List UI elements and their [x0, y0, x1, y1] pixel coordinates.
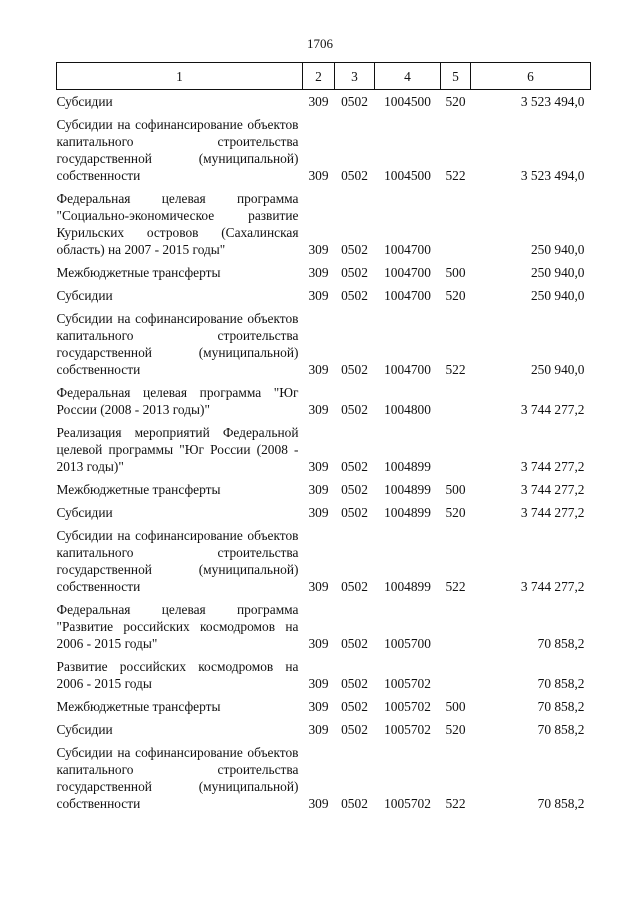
row-name: Реализация мероприятий Федеральной целевой программы "Юг России (2008 - 2013 годы)"	[56, 425, 299, 474]
row-ministry-code: 309	[308, 242, 329, 257]
row-expense-type	[441, 652, 471, 692]
page-number: 1706	[307, 36, 333, 51]
row-expense-type: 520	[445, 722, 466, 737]
row-target-article: 1004899	[384, 579, 431, 594]
row-expense-type: 522	[445, 579, 466, 594]
row-expense-type	[441, 378, 471, 418]
row-amount: 3 744 277,2	[520, 505, 585, 520]
table-row	[57, 475, 591, 498]
row-ministry-code: 309	[308, 699, 329, 714]
table-row	[57, 738, 591, 812]
row-name: Межбюджетные трансферты	[56, 699, 221, 714]
row-section-code: 0502	[341, 579, 368, 594]
table-body	[57, 90, 591, 813]
row-section-code: 0502	[341, 362, 368, 377]
row-section-code: 0502	[341, 242, 368, 257]
row-name: Субсидии на софинансирование объектов капитального строительства государственной (муниципальной) собственности	[56, 311, 299, 377]
table-row	[57, 595, 591, 652]
row-name: Межбюджетные трансферты	[56, 265, 221, 280]
row-amount: 70 858,2	[537, 796, 585, 811]
row-amount: 250 940,0	[530, 362, 585, 377]
table-row	[57, 652, 591, 692]
row-ministry-code: 309	[308, 505, 329, 520]
row-name: Субсидии	[56, 288, 113, 303]
row-section-code: 0502	[341, 699, 368, 714]
table-row	[57, 304, 591, 378]
row-ministry-code: 309	[308, 722, 329, 737]
row-amount: 3 744 277,2	[520, 402, 585, 417]
row-ministry-code: 309	[308, 288, 329, 303]
row-amount: 70 858,2	[537, 636, 585, 651]
row-section-code: 0502	[341, 722, 368, 737]
row-amount: 70 858,2	[537, 676, 585, 691]
row-section-code: 0502	[341, 265, 368, 280]
header-col-2: 2	[303, 63, 335, 90]
row-target-article: 1004899	[384, 482, 431, 497]
row-section-code: 0502	[341, 168, 368, 183]
row-target-article: 1004800	[384, 402, 431, 417]
header-col-6: 6	[471, 63, 591, 90]
table-header	[57, 63, 591, 90]
row-name: Субсидии	[56, 722, 113, 737]
header-col-3: 3	[335, 63, 375, 90]
row-target-article: 1004700	[384, 288, 431, 303]
row-expense-type	[441, 418, 471, 475]
row-ministry-code: 309	[308, 676, 329, 691]
table-row	[57, 521, 591, 595]
row-section-code: 0502	[341, 676, 368, 691]
row-ministry-code: 309	[308, 459, 329, 474]
row-name: Федеральная целевая программа "Социально-экономическое развитие Курильских островов (Сахалинская область) на 2007 - 2015 годы"	[56, 191, 299, 257]
row-ministry-code: 309	[308, 362, 329, 377]
row-ministry-code: 309	[308, 579, 329, 594]
table-row	[57, 715, 591, 738]
row-name: Федеральная целевая программа "Развитие российских космодромов на 2006 - 2015 годы"	[56, 602, 299, 651]
header-row	[57, 63, 591, 90]
row-name: Федеральная целевая программа "Юг России (2008 - 2013 годы)"	[56, 385, 299, 417]
row-expense-type	[441, 184, 471, 258]
row-target-article: 1004500	[384, 94, 431, 109]
row-section-code: 0502	[341, 459, 368, 474]
row-section-code: 0502	[341, 288, 368, 303]
row-expense-type: 520	[445, 505, 466, 520]
row-ministry-code: 309	[308, 796, 329, 811]
row-amount: 250 940,0	[530, 288, 585, 303]
header-col-5: 5	[441, 63, 471, 90]
row-expense-type: 500	[445, 482, 466, 497]
row-amount: 250 940,0	[530, 242, 585, 257]
row-name: Субсидии на софинансирование объектов капитального строительства государственной (муниципальной) собственности	[56, 745, 299, 811]
row-ministry-code: 309	[308, 402, 329, 417]
row-section-code: 0502	[341, 482, 368, 497]
row-target-article: 1005702	[384, 676, 431, 691]
row-amount: 3 744 277,2	[520, 579, 585, 594]
row-section-code: 0502	[341, 402, 368, 417]
table-row	[57, 184, 591, 258]
row-amount: 3 744 277,2	[520, 482, 585, 497]
row-target-article: 1005702	[384, 722, 431, 737]
budget-table	[56, 62, 591, 812]
row-expense-type: 520	[445, 94, 466, 109]
row-ministry-code: 309	[308, 265, 329, 280]
table-row	[57, 258, 591, 281]
header-col-1: 1	[57, 63, 303, 90]
row-target-article: 1005702	[384, 699, 431, 714]
row-name: Субсидии	[56, 94, 113, 109]
row-section-code: 0502	[341, 94, 368, 109]
row-expense-type: 500	[445, 265, 466, 280]
row-target-article: 1005702	[384, 796, 431, 811]
row-name: Субсидии	[56, 505, 113, 520]
row-amount: 70 858,2	[537, 699, 585, 714]
row-ministry-code: 309	[308, 94, 329, 109]
row-section-code: 0502	[341, 796, 368, 811]
row-expense-type	[441, 595, 471, 652]
header-col-4: 4	[375, 63, 441, 90]
table-row	[57, 110, 591, 184]
row-name: Субсидии на софинансирование объектов капитального строительства государственной (муниципальной) собственности	[56, 117, 299, 183]
row-name: Развитие российских космодромов на 2006 - 2015 годы	[56, 659, 299, 691]
row-section-code: 0502	[341, 636, 368, 651]
table-row	[57, 281, 591, 304]
row-name: Межбюджетные трансферты	[56, 482, 221, 497]
table-row	[57, 90, 591, 111]
row-section-code: 0502	[341, 505, 368, 520]
row-expense-type: 522	[445, 168, 466, 183]
row-expense-type: 522	[445, 796, 466, 811]
row-ministry-code: 309	[308, 168, 329, 183]
row-amount: 250 940,0	[530, 265, 585, 280]
row-ministry-code: 309	[308, 636, 329, 651]
row-target-article: 1004700	[384, 362, 431, 377]
row-expense-type: 520	[445, 288, 466, 303]
table-row	[57, 498, 591, 521]
row-target-article: 1004700	[384, 265, 431, 280]
row-target-article: 1004899	[384, 505, 431, 520]
row-amount: 3 744 277,2	[520, 459, 585, 474]
row-expense-type: 500	[445, 699, 466, 714]
table-row	[57, 378, 591, 418]
row-ministry-code: 309	[308, 482, 329, 497]
row-amount: 3 523 494,0	[520, 94, 585, 109]
row-expense-type: 522	[445, 362, 466, 377]
row-target-article: 1004700	[384, 242, 431, 257]
row-target-article: 1004500	[384, 168, 431, 183]
row-amount: 70 858,2	[537, 722, 585, 737]
row-target-article: 1004899	[384, 459, 431, 474]
row-amount: 3 523 494,0	[520, 168, 585, 183]
row-target-article: 1005700	[384, 636, 431, 651]
table-row	[57, 692, 591, 715]
row-name: Субсидии на софинансирование объектов капитального строительства государственной (муниципальной) собственности	[56, 528, 299, 594]
table-row	[57, 418, 591, 475]
